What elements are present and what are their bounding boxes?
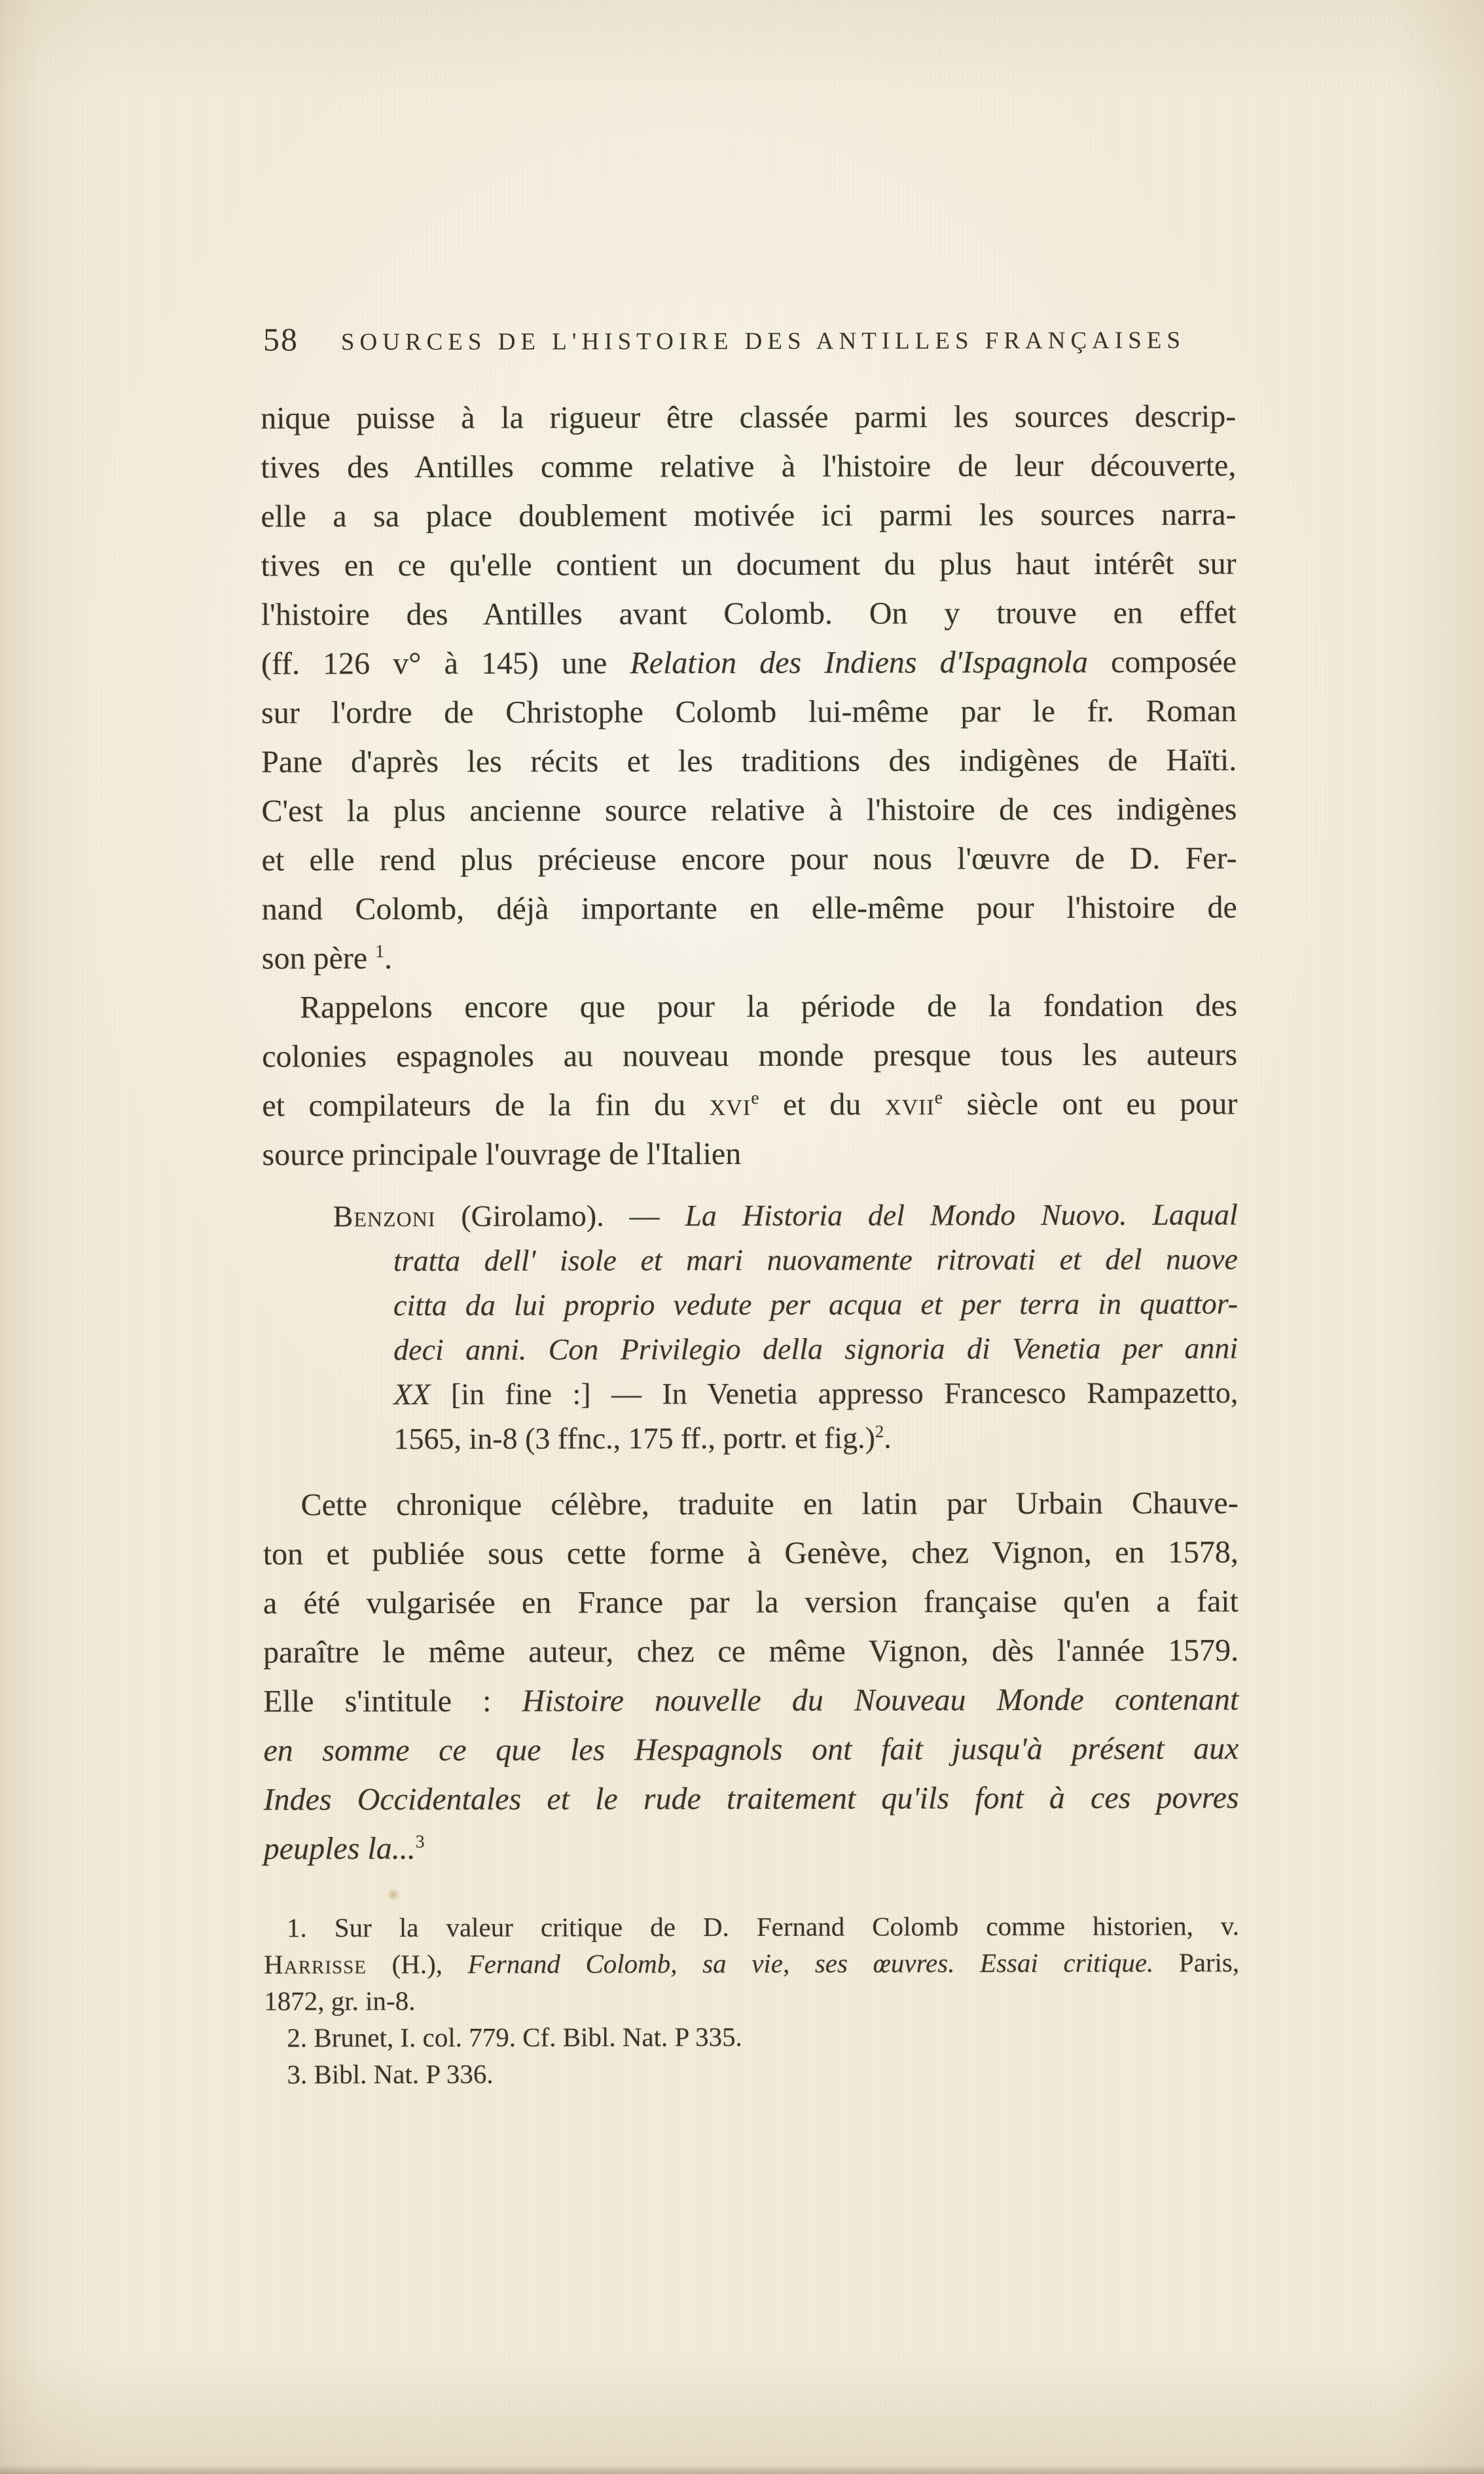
text-segment: xvii	[884, 1087, 935, 1122]
text-segment: elle a sa place doublement motivée ici parmi les sources narra-	[261, 497, 1237, 534]
text-line	[263, 1527, 1239, 1578]
text-segment: Pane d'après les récits et les traditions des indigènes de Haïti.	[261, 742, 1237, 780]
text-segment: Cette chronique célèbre, traduite en latin par Urbain Chauve-	[300, 1485, 1239, 1523]
text-segment: 2. Brunet, I. col. 779. Cf. Bibl. Nat. P 335.	[287, 2022, 742, 2053]
text-line	[263, 1576, 1239, 1628]
text-line	[263, 1478, 1239, 1529]
benzoni-bibliography-entry	[262, 1192, 1239, 1461]
text-segment: nique puisse à la rigueur être classée parmi les sources descrip-	[261, 399, 1237, 436]
text-line	[262, 1030, 1237, 1081]
text-segment: Indes Occidentales et le rude traitement qu'ils font à ces povres	[263, 1780, 1239, 1817]
text-segment: tives des Antilles comme relative à l'histoire de leur découverte,	[261, 448, 1237, 485]
text-line	[263, 1724, 1239, 1775]
text-segment: l'histoire des Antilles avant Colomb. On y trouve en effet	[261, 595, 1237, 632]
text-segment: peuples la...	[263, 1831, 416, 1866]
text-segment: (H.),	[366, 1948, 468, 1980]
text-segment: deci anni. Con Privilegio della signoria di Venetia per anni	[393, 1331, 1239, 1367]
text-segment: 1	[375, 941, 385, 962]
text-segment: ton et publiée sous cette forme à Genève, chez Vignon, en 1578,	[262, 1535, 1239, 1572]
text-segment: C'est la plus ancienne source relative à l'histoire de ces indigènes	[261, 791, 1237, 829]
text-segment: (ff. 126 v° à 145) une	[261, 646, 630, 682]
text-segment: 3. Bibl. Nat. P 336.	[287, 2058, 494, 2090]
text-segment: xvi	[709, 1087, 751, 1123]
text-line	[262, 1128, 1237, 1179]
text-line	[264, 1944, 1239, 1982]
text-line	[261, 784, 1237, 835]
text-segment: 1. Sur la valeur critique de D. Fernand Colomb comme historien, v.	[286, 1910, 1240, 1943]
text-line	[263, 1626, 1239, 1677]
text-segment: et compilateurs de la fin du	[262, 1087, 710, 1123]
running-title: SOURCES DE L'HISTOIRE DES ANTILLES FRANÇAISES	[340, 327, 1185, 356]
text-segment: XX	[393, 1377, 431, 1411]
text-segment: .	[884, 1421, 892, 1455]
text-line	[261, 391, 1236, 443]
text-line	[262, 833, 1237, 884]
text-line	[393, 1326, 1238, 1372]
page-edge-shadow	[0, 2465, 1484, 2474]
text-segment: tives en ce qu'elle contient un document du plus haut intérêt sur	[261, 546, 1237, 583]
text-segment: e	[934, 1087, 943, 1108]
text-segment: et du	[759, 1087, 886, 1122]
text-segment: en somme ce que les Hespagnols ont fait jusqu'à présent aux	[263, 1731, 1239, 1768]
text-segment: colonies espagnoles au nouveau monde presque tous les auteurs	[262, 1037, 1238, 1074]
text-line	[333, 1192, 1238, 1239]
text-line	[264, 1773, 1239, 1824]
text-segment: siècle ont eu pour	[943, 1086, 1238, 1122]
opening-paragraph	[261, 391, 1237, 983]
text-line	[262, 882, 1237, 934]
page-number: 58	[262, 321, 299, 358]
text-segment: Harrisse	[264, 1949, 367, 1980]
text-segment: [in fine :] — In Venetia appresso Francesco Rampazetto,	[430, 1375, 1239, 1411]
text-line	[262, 981, 1237, 1032]
text-line	[393, 1281, 1238, 1328]
text-segment: (Girolamo). —	[435, 1199, 685, 1233]
text-segment: a été vulgarisée en France par la version française qu'en a fait	[262, 1584, 1239, 1621]
text-segment: Benzoni	[333, 1199, 436, 1233]
text-line	[262, 1079, 1237, 1130]
text-segment: 3	[415, 1832, 425, 1853]
text-line	[261, 441, 1236, 492]
text-segment: e	[751, 1087, 759, 1108]
text-line	[261, 686, 1237, 737]
text-segment: et elle rend plus précieuse encore pour nous l'œuvre de D. Fer-	[261, 841, 1237, 878]
text-line	[261, 735, 1237, 786]
text-line	[262, 932, 1237, 983]
text-line	[264, 1822, 1239, 1873]
text-segment: 1872, gr. in-8.	[264, 1986, 416, 2016]
text-line	[261, 490, 1236, 541]
text-segment: Elle s'intitule :	[263, 1683, 522, 1719]
text-segment: Rappelons encore que pour la période de la fondation des	[300, 988, 1238, 1025]
text-segment: sur l'ordre de Christophe Colomb lui-même par le fr. Roman	[261, 693, 1237, 731]
text-line	[264, 2054, 1239, 2092]
text-line	[393, 1237, 1238, 1283]
second-paragraph	[262, 981, 1238, 1179]
text-segment: Paris,	[1153, 1947, 1240, 1978]
text-segment: paraître le même auteur, chez ce même Vignon, dès l'année 1579.	[263, 1633, 1239, 1670]
text-segment: Relation des Indiens d'Ispagnola	[630, 644, 1088, 681]
text-segment: nand Colomb, déjà importante en elle-même pour l'histoire de	[261, 890, 1237, 927]
text-segment: composée	[1087, 644, 1237, 680]
running-head	[261, 318, 1236, 356]
text-segment: .	[384, 941, 393, 976]
chronique-paragraph	[263, 1478, 1239, 1873]
text-segment: source principale l'ouvrage de l'Italien	[262, 1137, 742, 1173]
text-line	[261, 637, 1237, 688]
text-line	[264, 1980, 1239, 2019]
text-segment: La Historia del Mondo Nuovo. Laqual	[685, 1197, 1238, 1233]
text-segment: son père	[261, 941, 376, 976]
text-line	[264, 1907, 1239, 1946]
text-segment: citta da lui proprio vedute per acqua et per terra in quattor-	[393, 1286, 1239, 1322]
text-segment: 1565, in-8 (3 ffnc., 175 ff., portr. et fig.)	[393, 1421, 875, 1456]
text-line	[261, 588, 1237, 639]
text-line	[264, 2017, 1239, 2056]
text-segment: Histoire nouvelle du Nouveau Monde contenant	[522, 1682, 1239, 1719]
text-segment: 2	[875, 1421, 884, 1442]
text-line	[393, 1370, 1238, 1417]
text-line	[263, 1675, 1239, 1726]
text-body	[261, 391, 1239, 2092]
text-segment: tratta dell' isole et mari nuovamente ritrovati et del nuove	[393, 1242, 1238, 1278]
text-line	[393, 1415, 1238, 1461]
text-segment: Fernand Colomb, sa vie, ses œuvres. Essai critique.	[467, 1947, 1154, 1979]
footnotes	[264, 1907, 1240, 2092]
text-line	[261, 539, 1237, 590]
paper-stain	[386, 1888, 401, 1901]
